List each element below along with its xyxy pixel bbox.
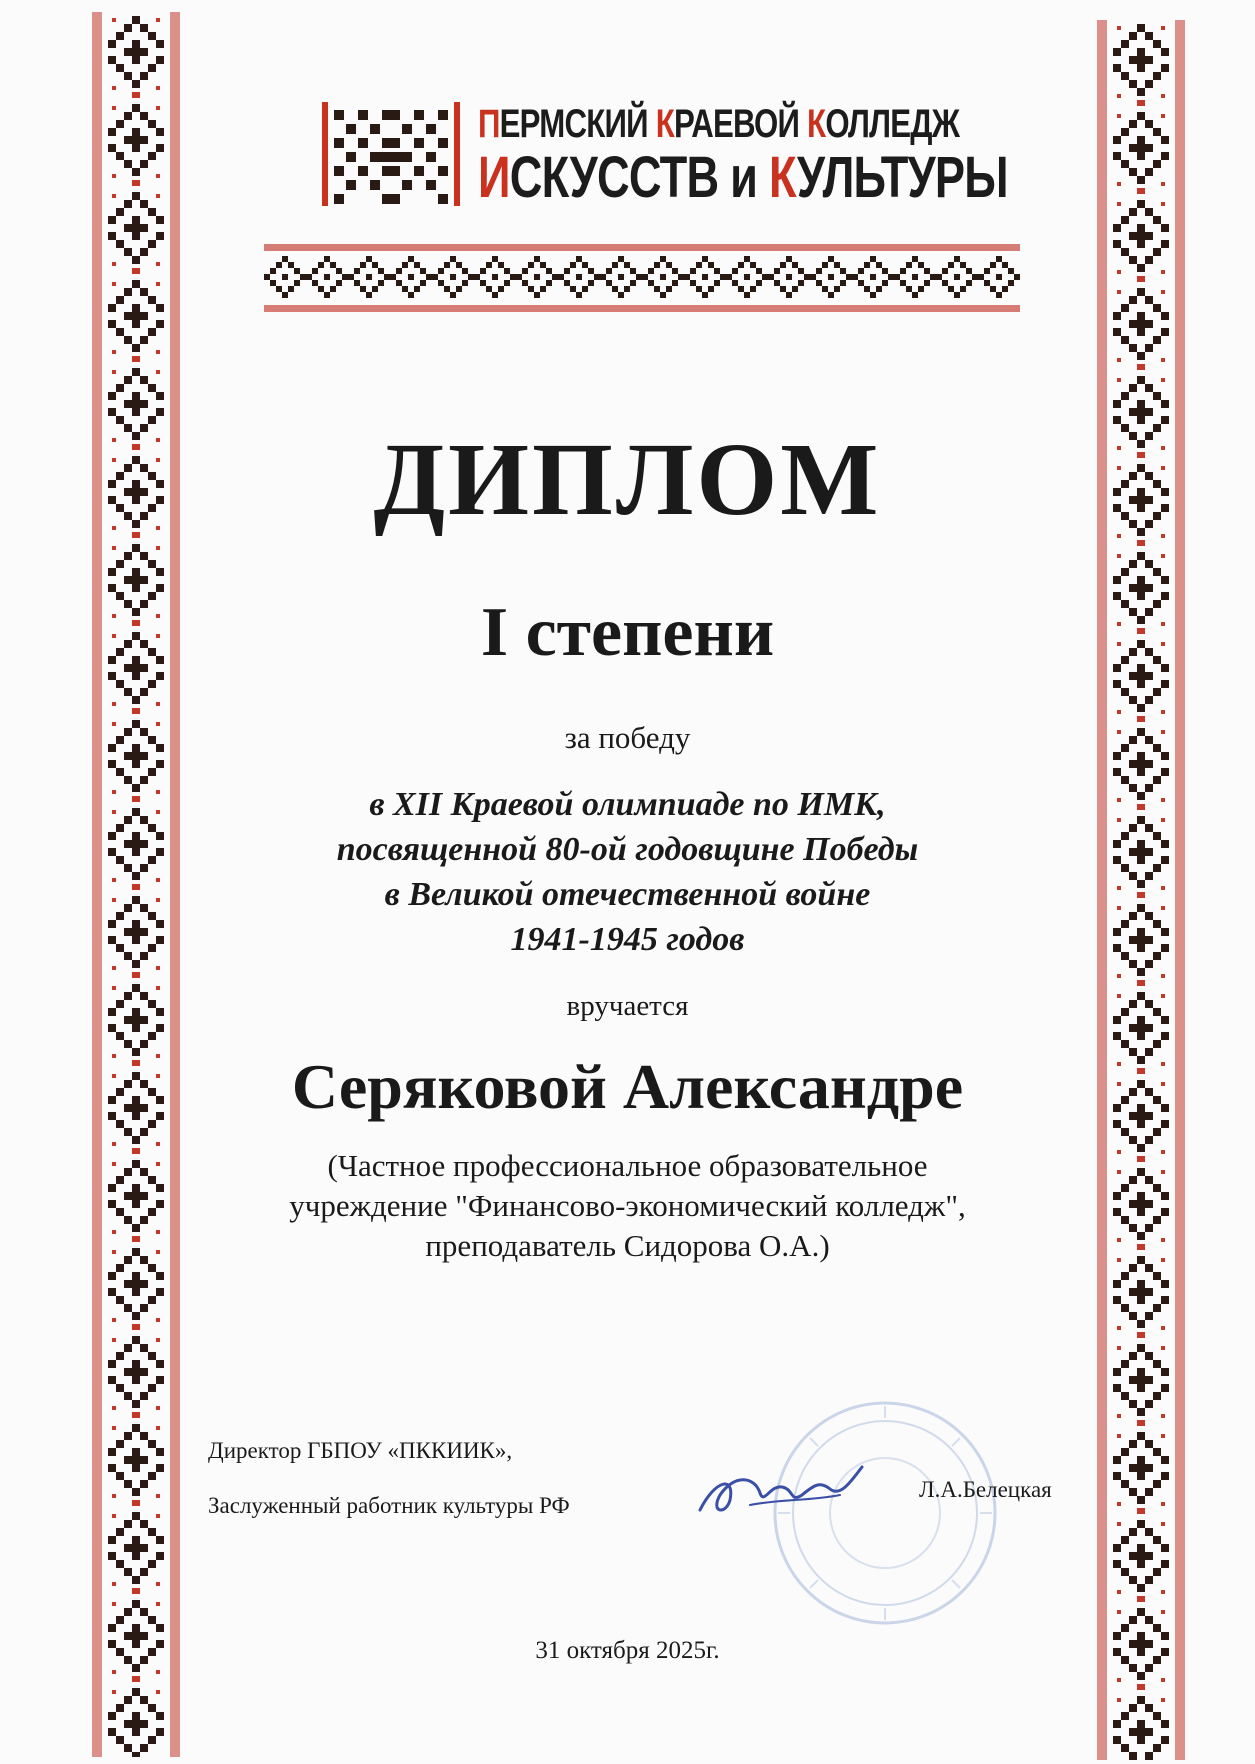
recipient-name: Серяковой Александре bbox=[291, 1051, 964, 1122]
diploma-degree: I степени bbox=[480, 594, 775, 671]
affiliation-line: преподаватель Сидорова О.А.) bbox=[425, 1228, 830, 1263]
signatory-position-line: Заслуженный работник культуры РФ bbox=[208, 1493, 570, 1518]
event-line: в XII Краевой олимпиаде по ИМК, bbox=[369, 786, 886, 823]
awarded-text: вручается bbox=[566, 990, 689, 1022]
handwritten-signature bbox=[690, 1455, 870, 1525]
issue-date: 31 октября 2025г. bbox=[535, 1637, 720, 1664]
logo-ornament-icon bbox=[322, 102, 460, 206]
recipient-affiliation bbox=[0, 1146, 1255, 1266]
event-line: в Великой отечественной войне bbox=[384, 876, 871, 913]
diploma-title: ДИПЛОМ bbox=[373, 422, 882, 537]
affiliation-line: учреждение "Финансово-экономический колледж", bbox=[289, 1188, 966, 1223]
signatory-position bbox=[208, 1423, 570, 1533]
signatory-name: Л.А.Белецкая bbox=[919, 1477, 1052, 1502]
for-victory-text: за победу bbox=[564, 720, 691, 755]
ornamental-band bbox=[264, 244, 1020, 312]
event-line: посвященной 80-ой годовщине Победы bbox=[336, 831, 919, 868]
logo-line-1: ПЕРМСКИЙ КРАЕВОЙ КОЛЛЕДЖ bbox=[478, 102, 960, 146]
affiliation-line: (Частное профессиональное образовательное bbox=[327, 1148, 928, 1183]
signatory-position-line: Директор ГБПОУ «ПККИИК», bbox=[208, 1438, 513, 1463]
college-logo bbox=[322, 100, 1008, 210]
event-description bbox=[0, 782, 1255, 962]
event-line: 1941-1945 годов bbox=[510, 921, 745, 958]
logo-line-2: ИСКУССТВ и КУЛЬТУРЫ bbox=[478, 145, 1008, 210]
logo-wordmark bbox=[478, 100, 1008, 208]
